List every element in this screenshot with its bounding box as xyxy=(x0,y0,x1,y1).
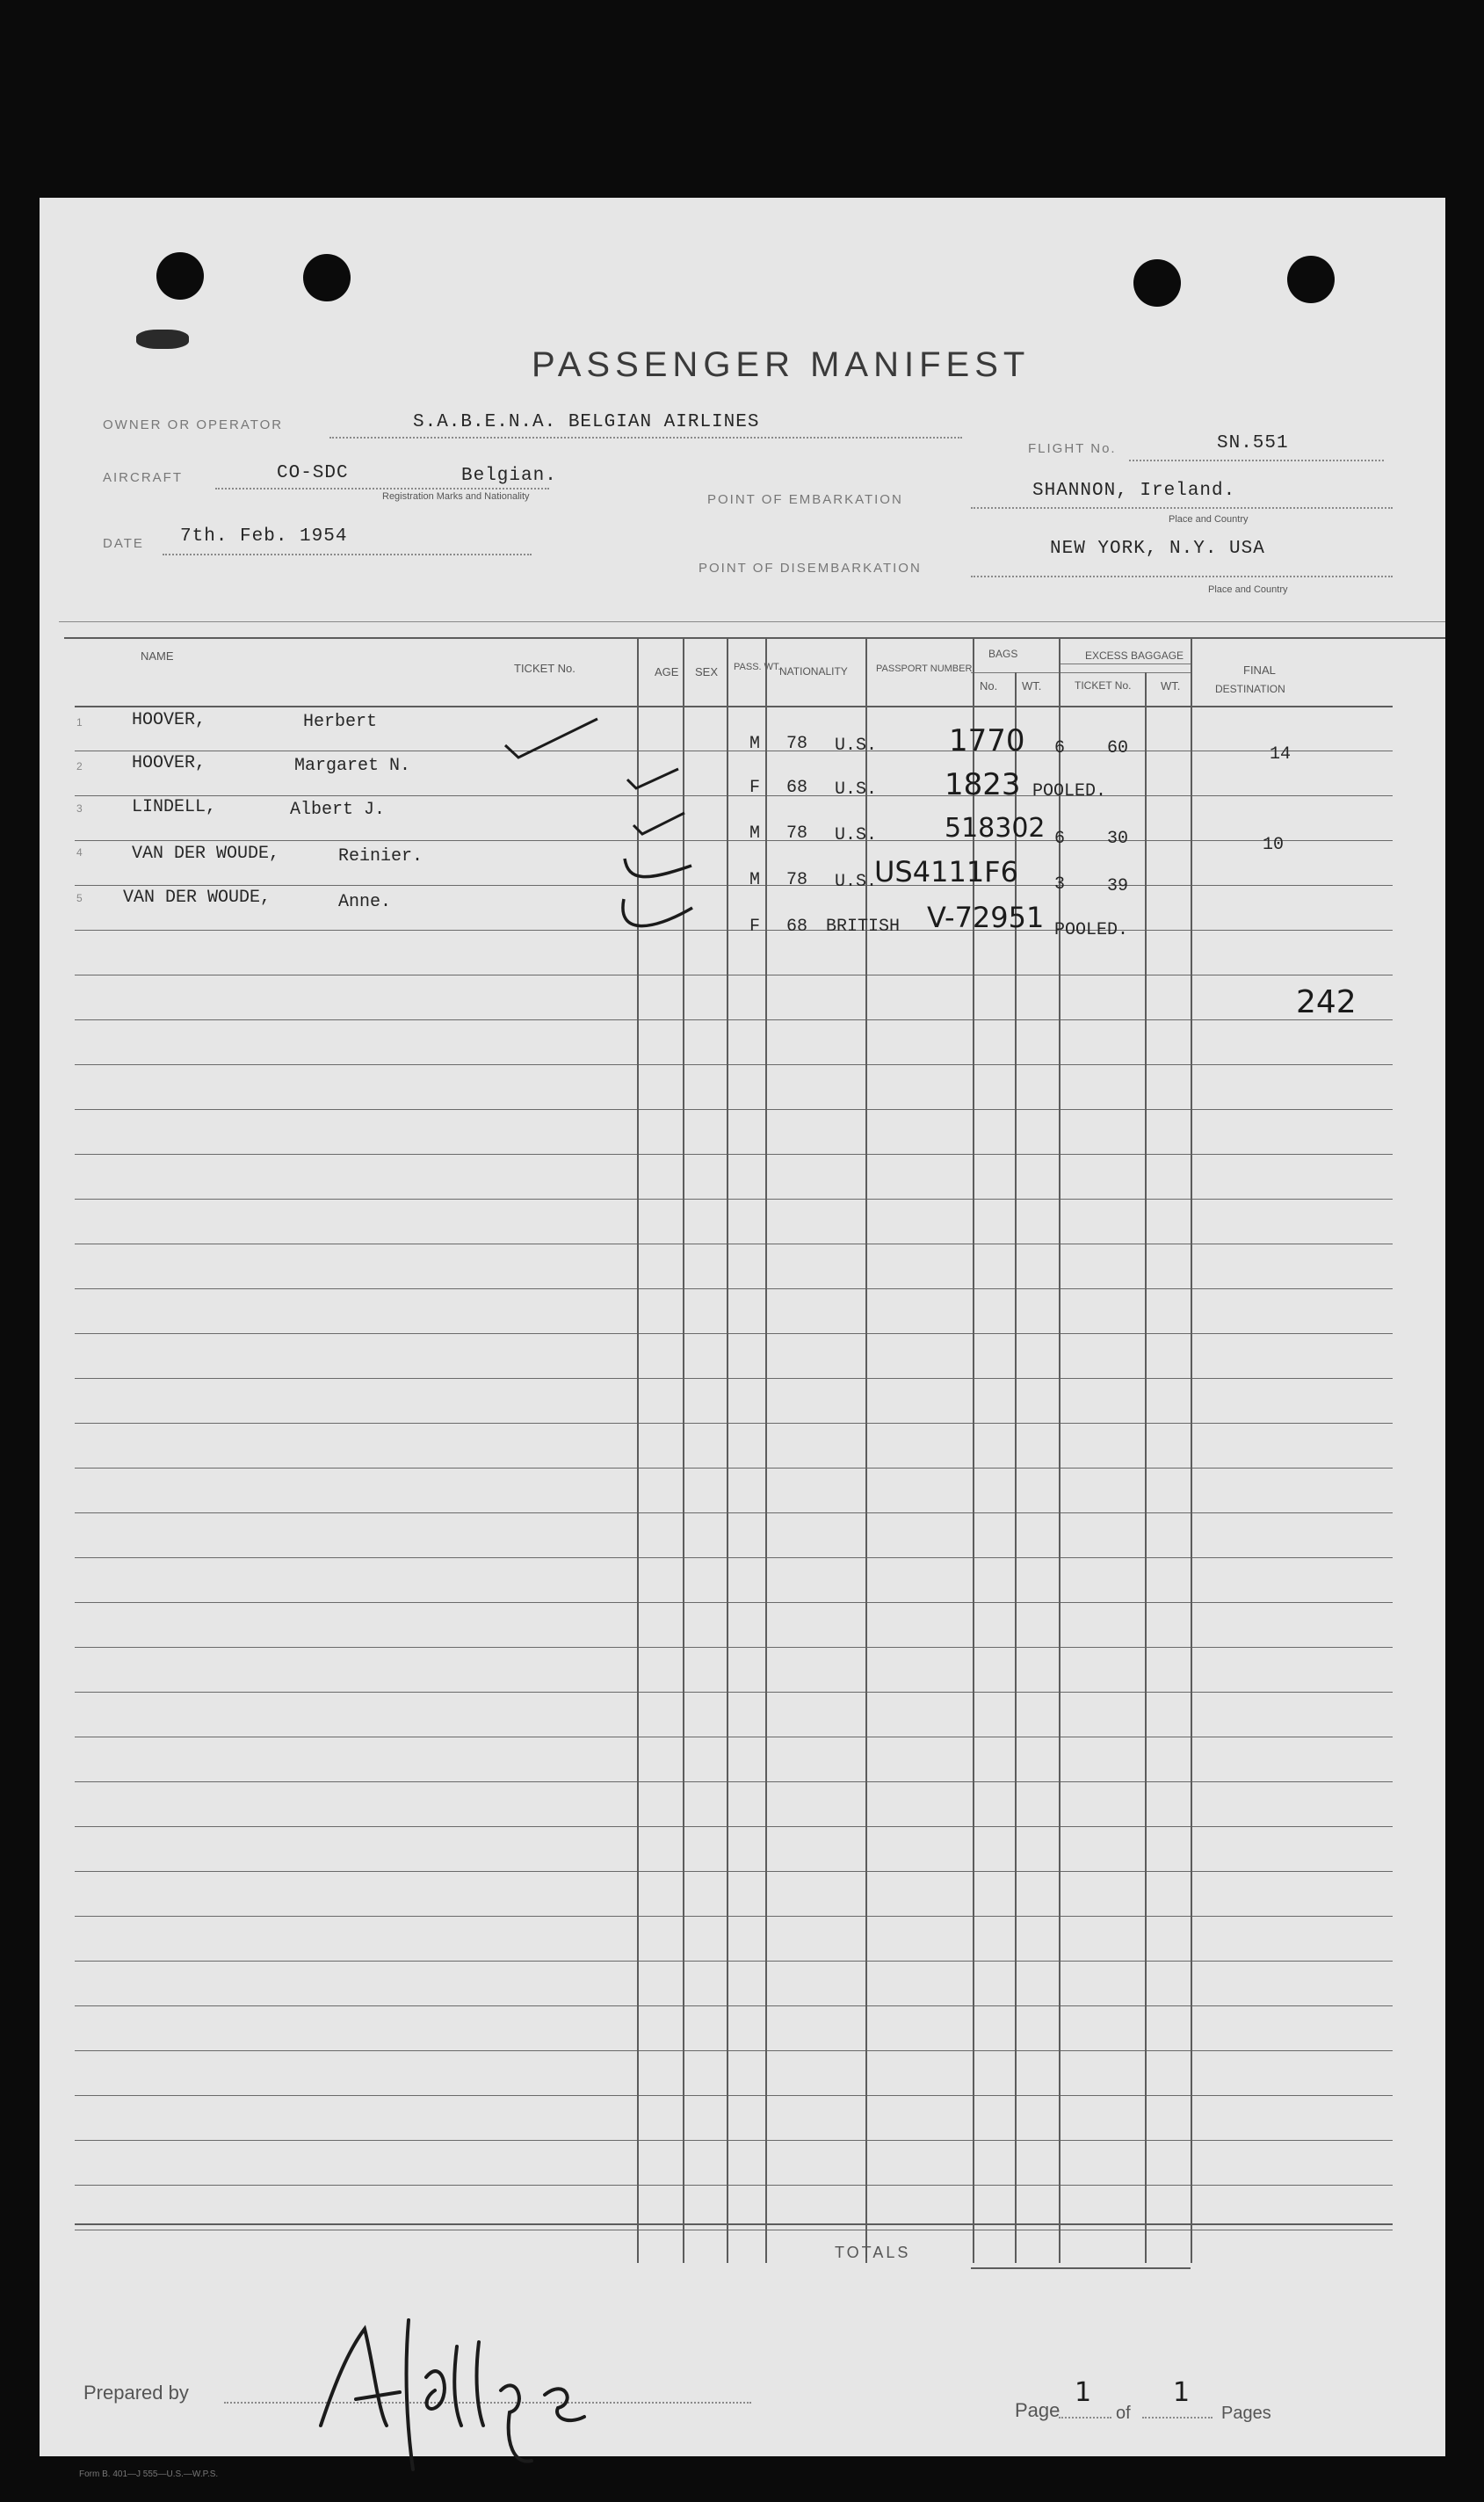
ink-smudge xyxy=(136,330,189,349)
header-age: AGE xyxy=(655,665,679,678)
form-code: Form B. 401—J 555—U.S.—W.P.S. xyxy=(79,2469,219,2479)
check-mark-icon xyxy=(619,846,699,890)
header-nationality: NATIONALITY xyxy=(779,665,848,678)
point-disembarkation-label: POINT OF DISEMBARKATION xyxy=(699,561,922,576)
flight-no-value: SN.551 xyxy=(1217,433,1289,453)
passenger-surname: VAN DER WOUDE, xyxy=(123,888,271,908)
passenger-nationality: U.S. xyxy=(835,872,878,892)
passenger-given-name: Margaret N. xyxy=(294,756,411,776)
ruled-line xyxy=(75,1512,1393,1513)
passenger-sex: M xyxy=(749,870,761,890)
punch-hole-right-1 xyxy=(1133,259,1181,307)
header-ticket: TICKET No. xyxy=(514,662,576,675)
ruled-line xyxy=(75,1647,1393,1648)
header-passport: PASSPORT NUMBER xyxy=(876,664,973,674)
passenger-weight: 78 xyxy=(786,823,808,844)
owner-operator-label: OWNER OR OPERATOR xyxy=(103,417,284,432)
passenger-sex: F xyxy=(749,778,761,798)
operator-value: S.A.B.E.N.A. BELGIAN AIRLINES xyxy=(413,412,760,432)
row-number: 3 xyxy=(76,802,83,815)
header-bags: BAGS xyxy=(988,648,1018,660)
registration-sub-label: Registration Marks and Nationality xyxy=(382,491,530,502)
header-name: NAME xyxy=(141,649,174,663)
ruled-line xyxy=(75,885,1393,886)
passenger-given-name: Herbert xyxy=(303,712,378,732)
pooled-note: POOLED. xyxy=(1054,920,1129,940)
ruled-line xyxy=(75,795,1393,796)
passenger-nationality: BRITISH xyxy=(826,917,901,937)
ruled-line xyxy=(75,930,1393,931)
header-destination: DESTINATION xyxy=(1215,683,1285,695)
punch-hole-right-2 xyxy=(1287,256,1335,303)
passenger-nationality: U.S. xyxy=(835,825,878,845)
bags-count: 6 xyxy=(1054,738,1066,758)
pooled-note: POOLED. xyxy=(1032,781,1107,801)
row-number: 5 xyxy=(76,892,83,904)
ruled-line xyxy=(75,1378,1393,1379)
check-mark-icon xyxy=(501,712,606,765)
check-mark-icon xyxy=(615,892,699,940)
ruled-line xyxy=(75,840,1393,841)
totals-label: TOTALS xyxy=(835,2244,911,2261)
passenger-surname: HOOVER, xyxy=(132,753,206,773)
passenger-weight: 68 xyxy=(786,778,808,798)
header-final: FINAL xyxy=(1243,664,1276,677)
passenger-weight: 68 xyxy=(786,917,808,937)
disembarkation-value: NEW YORK, N.Y. USA xyxy=(1050,539,1265,559)
passenger-nationality: U.S. xyxy=(835,780,878,800)
passenger-given-name: Anne. xyxy=(338,892,392,912)
aircraft-label: AIRCRAFT xyxy=(103,470,183,485)
passenger-sex: M xyxy=(749,823,761,844)
header-excess-ticket: TICKET No. xyxy=(1075,679,1132,692)
prepared-by-label: Prepared by xyxy=(83,2382,189,2404)
signature-icon xyxy=(303,2294,619,2478)
flight-no-label: FLIGHT No. xyxy=(1028,441,1117,456)
bags-weight: 60 xyxy=(1107,738,1129,758)
ruled-line xyxy=(75,1468,1393,1469)
ruled-line xyxy=(75,1961,1393,1962)
ruled-line xyxy=(75,1199,1393,1200)
punch-hole-left-1 xyxy=(156,252,204,300)
passport-number-handwritten: V-72951 xyxy=(927,901,1045,934)
passenger-given-name: Albert J. xyxy=(290,800,386,820)
header-excess: EXCESS BAGGAGE xyxy=(1085,649,1184,662)
page-label: Page xyxy=(1015,2399,1061,2421)
embarkation-value: SHANNON, Ireland. xyxy=(1032,481,1236,501)
ruled-line xyxy=(75,1692,1393,1693)
place-country-label-1: Place and Country xyxy=(1169,514,1249,525)
ruled-line xyxy=(75,2140,1393,2141)
manifest-sheet xyxy=(40,198,1445,2479)
ruled-line xyxy=(75,1423,1393,1424)
ruled-line xyxy=(75,1288,1393,1289)
punch-hole-left-2 xyxy=(303,254,351,301)
date-label: DATE xyxy=(103,536,144,551)
passport-number-handwritten: US4111F6 xyxy=(874,855,1018,888)
check-mark-icon xyxy=(624,760,685,795)
ruled-line xyxy=(75,1109,1393,1110)
ruled-line xyxy=(75,1781,1393,1782)
ruled-line xyxy=(75,2005,1393,2006)
bags-weight: 39 xyxy=(1107,876,1129,896)
header-sex: SEX xyxy=(695,665,719,678)
header-bags-no: No. xyxy=(980,679,998,693)
ruled-line xyxy=(75,1916,1393,1917)
ruled-line xyxy=(75,1557,1393,1558)
ruled-line xyxy=(75,1154,1393,1155)
header-bags-wt: WT. xyxy=(1022,679,1042,693)
aircraft-reg-value: CO-SDC xyxy=(277,463,349,483)
passenger-sex: M xyxy=(749,734,761,754)
passenger-weight: 78 xyxy=(786,734,808,754)
ruled-line xyxy=(75,1019,1393,1020)
handwritten-annotation: 242 xyxy=(1296,984,1357,1020)
passenger-surname: VAN DER WOUDE, xyxy=(132,844,280,864)
row-number: 2 xyxy=(76,760,83,772)
excess-weight: 10 xyxy=(1263,835,1285,855)
passenger-given-name: Reinier. xyxy=(338,846,423,867)
header-excess-wt: WT. xyxy=(1161,679,1181,693)
ruled-line xyxy=(75,1871,1393,1872)
pages-label: Pages xyxy=(1221,2404,1271,2423)
passenger-sex: F xyxy=(749,917,761,937)
passenger-nationality: U.S. xyxy=(835,736,878,756)
aircraft-nationality-value: Belgian. xyxy=(461,466,557,486)
point-embarkation-label: POINT OF EMBARKATION xyxy=(707,492,903,507)
passport-number-handwritten: 1823 xyxy=(945,767,1021,802)
page-number: 1 xyxy=(1075,2377,1092,2408)
passenger-surname: HOOVER, xyxy=(132,710,206,730)
ruled-line xyxy=(75,2185,1393,2186)
row-number: 4 xyxy=(76,846,83,859)
place-country-label-2: Place and Country xyxy=(1208,584,1288,595)
date-value: 7th. Feb. 1954 xyxy=(180,526,348,547)
ruled-line xyxy=(75,1064,1393,1065)
header-pass-wt: PASS. WT. xyxy=(734,662,781,672)
passport-number-handwritten: 1770 xyxy=(949,723,1025,758)
ruled-line xyxy=(75,1333,1393,1334)
ruled-line xyxy=(75,1602,1393,1603)
passport-number-handwritten: 518302 xyxy=(945,813,1046,844)
total-pages: 1 xyxy=(1173,2377,1191,2408)
row-number: 1 xyxy=(76,716,83,729)
ruled-line xyxy=(75,2095,1393,2096)
ruled-line xyxy=(75,1826,1393,1827)
page-title: PASSENGER MANIFEST xyxy=(532,345,1031,384)
bags-count: 3 xyxy=(1054,874,1066,895)
bags-count: 6 xyxy=(1054,829,1066,849)
ruled-line xyxy=(75,2050,1393,2051)
bags-weight: 30 xyxy=(1107,829,1129,849)
passenger-surname: LINDELL, xyxy=(132,797,217,817)
of-label: of xyxy=(1116,2404,1131,2423)
passenger-weight: 78 xyxy=(786,870,808,890)
check-mark-icon xyxy=(630,806,691,841)
excess-weight: 14 xyxy=(1270,744,1292,765)
